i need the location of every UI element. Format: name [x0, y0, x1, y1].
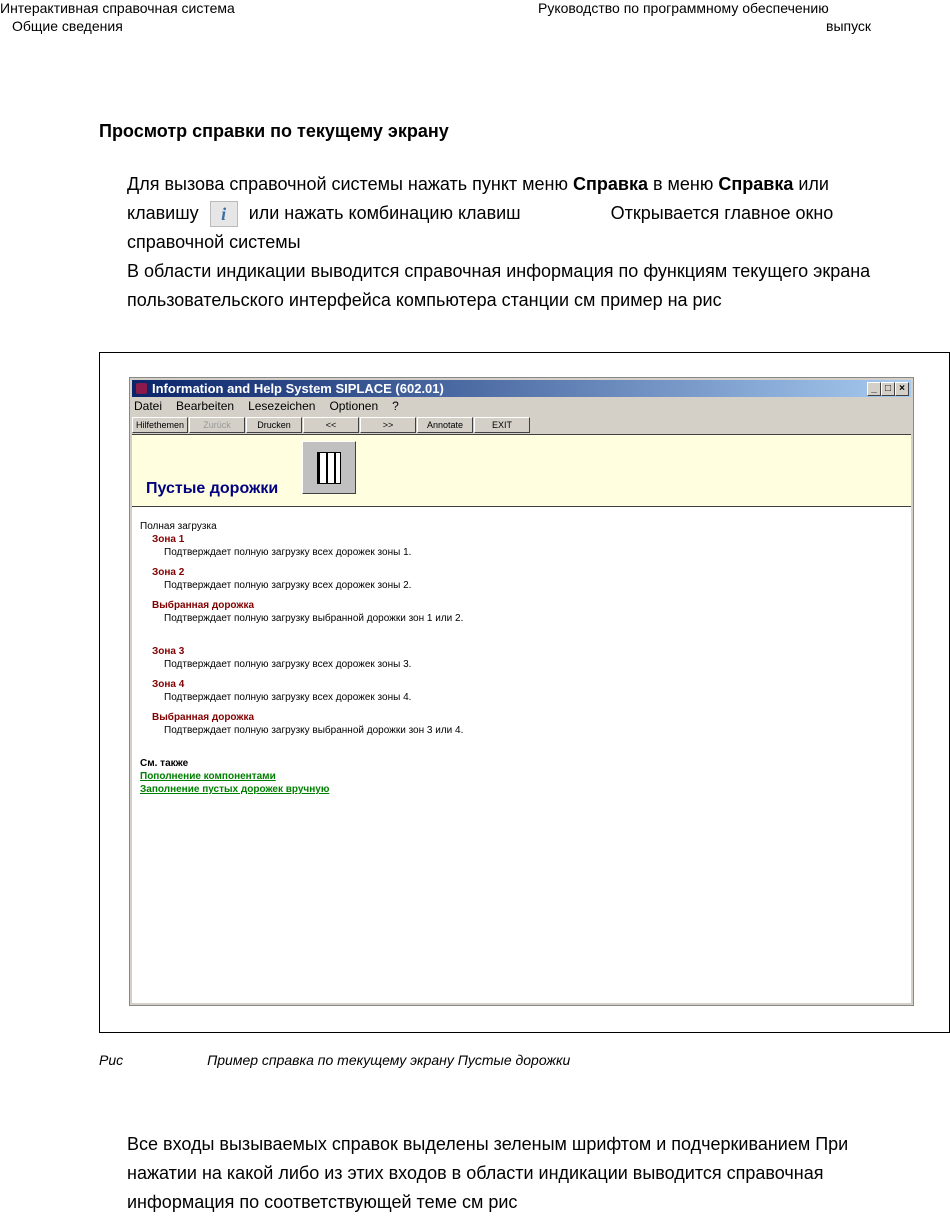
menu-lesezeichen[interactable]: Lesezeichen: [248, 399, 316, 413]
empty-tracks-icon: [302, 441, 356, 494]
menu-datei[interactable]: Datei: [134, 399, 163, 413]
header-right-top: Руководство по программному обеспечению: [538, 0, 829, 16]
item-desc: Подтверждает полную загрузку всех дорожек зоны 3.: [164, 659, 412, 670]
close-button[interactable]: ×: [895, 382, 909, 396]
help-content: [132, 507, 911, 1003]
link-replenish-components[interactable]: Пополнение компонентами: [140, 771, 276, 782]
item-desc: Подтверждает полную загрузку всех дорожек зоны 4.: [164, 692, 412, 703]
paragraph-1: Для вызова справочной системы нажать пункт меню Справка в меню Справка или клавишу i или нажать комбинацию клавиш Открывается главное окно справочной системы В области индикации выводится справочная информация по функциям текущего экрана пользовательского интерфейса компьютера станции см пример на рис: [127, 174, 871, 310]
item-heading: Зона 4: [152, 679, 185, 690]
toolbar: [132, 417, 531, 433]
back-button[interactable]: Zurück: [189, 417, 245, 433]
contents-button[interactable]: Hilfethemen: [132, 417, 188, 433]
item-heading: Зона 2: [152, 567, 185, 578]
annotate-button[interactable]: Annotate: [417, 417, 473, 433]
paragraph-3: Все входы вызываемых справок выделены зеленым шрифтом и подчеркиванием При нажатии на какой либо из этих входов в области индикации выводится справочная информация по соответствующей теме см рис: [127, 1134, 849, 1212]
figure-caption: Рис Пример справка по текущему экрану Пустые дорожки: [99, 1052, 571, 1068]
section-title: Просмотр справки по текущему экрану: [99, 121, 449, 141]
item-desc: Подтверждает полную загрузку выбранной дорожки зон 3 или 4.: [164, 725, 464, 736]
header-right-bottom: выпуск: [826, 18, 872, 34]
window-titlebar: [132, 380, 911, 397]
item-desc: Подтверждает полную загрузку всех дорожек зоны 1.: [164, 547, 412, 558]
menu-help[interactable]: ?: [392, 399, 399, 413]
exit-button[interactable]: EXIT: [474, 417, 530, 433]
topic-banner: [132, 434, 911, 507]
intro-text: Полная загрузка: [140, 521, 217, 532]
menu-bearbeiten[interactable]: Bearbeiten: [176, 399, 235, 413]
menu-bar: [134, 398, 399, 414]
app-icon: [136, 383, 147, 394]
print-button[interactable]: Drucken: [246, 417, 302, 433]
help-window: [129, 377, 914, 1006]
see-also-label: См. также: [140, 758, 189, 769]
item-desc: Подтверждает полную загрузку выбранной дорожки зон 1 или 2.: [164, 613, 464, 624]
item-heading: Выбранная дорожка: [152, 712, 255, 723]
link-fill-empty-tracks[interactable]: Заполнение пустых дорожек вручную: [140, 784, 330, 795]
maximize-button[interactable]: □: [881, 382, 895, 396]
item-heading: Зона 3: [152, 646, 185, 657]
header-left-top: Интерактивная справочная система: [0, 0, 235, 16]
info-key-icon: i: [210, 201, 238, 227]
next-button[interactable]: >>: [360, 417, 416, 433]
window-title: Information and Help System SIPLACE (602.01): [152, 381, 444, 396]
prev-button[interactable]: <<: [303, 417, 359, 433]
header-left-bottom: Общие сведения: [12, 18, 123, 34]
item-desc: Подтверждает полную загрузку всех дорожек зоны 2.: [164, 580, 412, 591]
minimize-button[interactable]: _: [867, 382, 881, 396]
item-heading: Зона 1: [152, 534, 185, 545]
topic-title: Пустые дорожки: [146, 480, 279, 497]
item-heading: Выбранная дорожка: [152, 600, 255, 611]
menu-optionen[interactable]: Optionen: [329, 399, 379, 413]
